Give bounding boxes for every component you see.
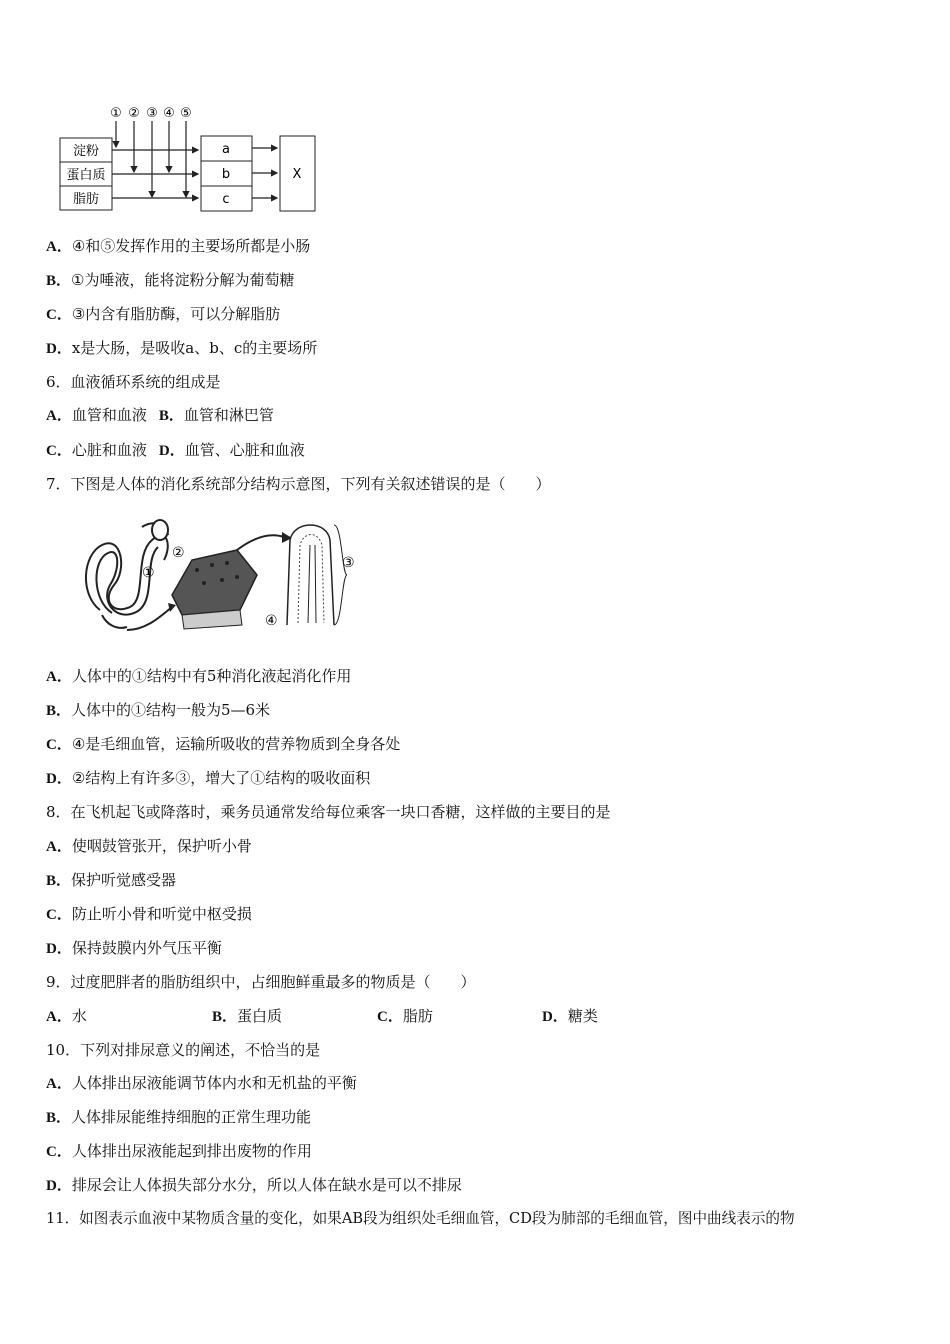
q11-stem: 11．如图表示血液中某物质含量的变化，如果AB段为组织处毛细血管，CD段为肺部的毛细血管，图中曲线表示的物 — [46, 1210, 795, 1227]
q5-option-b: B．①为唾液，能将淀粉分解为葡萄糖 — [46, 271, 295, 289]
q5-option-a: A．④和⑤发挥作用的主要场所都是小肠 — [46, 237, 311, 255]
q6-options-cd: C．心脏和血液 D．血管、心脏和血液 — [46, 441, 305, 459]
q6-options-ab: A．血管和血液 B．血管和淋巴管 — [46, 406, 274, 424]
input-fat: 脂肪 — [72, 192, 100, 207]
q6-stem: 6．血液循环系统的组成是 — [46, 373, 221, 391]
input-protein: 蛋白质 — [66, 168, 106, 183]
input-starch: 淀粉 — [72, 144, 100, 159]
enzyme-label-5: ⑤ — [180, 106, 192, 121]
result-x: X — [292, 167, 302, 182]
q5-option-d: D．x是大肠，是吸收a、b、c的主要场所 — [46, 339, 318, 357]
output-a: a — [222, 142, 230, 157]
q9-stem: 9．过度肥胖者的脂肪组织中，占细胞鲜重最多的物质是（ ） — [46, 973, 476, 991]
q9-option-a: A．水 — [46, 1007, 87, 1025]
enzyme-label-2: ② — [128, 106, 140, 121]
q7-stem: 7．下图是人体的消化系统部分结构示意图，下列有关叙述错误的是（ ） — [46, 475, 551, 493]
q5-option-c: C．③内含有脂肪酶，可以分解脂肪 — [46, 305, 281, 323]
q8-stem: 8．在飞机起飞或降落时，乘务员通常发给每位乘客一块口香糖，这样做的主要目的是 — [46, 803, 611, 821]
q7-option-c: C．④是毛细血管，运输所吸收的营养物质到全身各处 — [46, 735, 401, 753]
q8-option-b: B．保护听觉感受器 — [46, 871, 177, 889]
digestion-flow-diagram — [55, 100, 325, 216]
label-3: ③ — [342, 555, 355, 571]
q9-option-c: C．脂肪 — [377, 1007, 433, 1025]
q8-option-d: D．保持鼓膜内外气压平衡 — [46, 939, 222, 957]
q7-option-b: B．人体中的①结构一般为5—6米 — [46, 701, 271, 719]
q10-option-d: D．排尿会让人体损失部分水分，所以人体在缺水是可以不排尿 — [46, 1176, 462, 1194]
q10-option-c: C．人体排出尿液能起到排出废物的作用 — [46, 1142, 312, 1160]
q9-option-d: D．糖类 — [542, 1007, 598, 1025]
q7-option-d: D．②结构上有许多③，增大了①结构的吸收面积 — [46, 769, 371, 787]
q9-option-b: B．蛋白质 — [212, 1007, 283, 1025]
output-b: b — [221, 167, 231, 182]
enzyme-label-4: ④ — [163, 106, 175, 121]
enzyme-label-3: ③ — [146, 106, 158, 121]
small-intestine-illustration — [72, 515, 362, 640]
q10-stem: 10．下列对排尿意义的阐述，不恰当的是 — [46, 1041, 321, 1059]
q8-option-c: C．防止听小骨和听觉中枢受损 — [46, 905, 252, 923]
output-c: c — [222, 192, 230, 207]
label-1: ① — [142, 565, 155, 581]
label-4: ④ — [265, 613, 278, 629]
enzyme-label-1: ① — [110, 106, 122, 121]
q10-option-a: A．人体排出尿液能调节体内水和无机盐的平衡 — [46, 1074, 357, 1092]
q8-option-a: A．使咽鼓管张开，保护听小骨 — [46, 837, 252, 855]
label-2: ② — [172, 545, 185, 561]
q7-option-a: A．人体中的①结构中有5种消化液起消化作用 — [46, 667, 352, 685]
q10-option-b: B．人体排尿能维持细胞的正常生理功能 — [46, 1108, 312, 1126]
